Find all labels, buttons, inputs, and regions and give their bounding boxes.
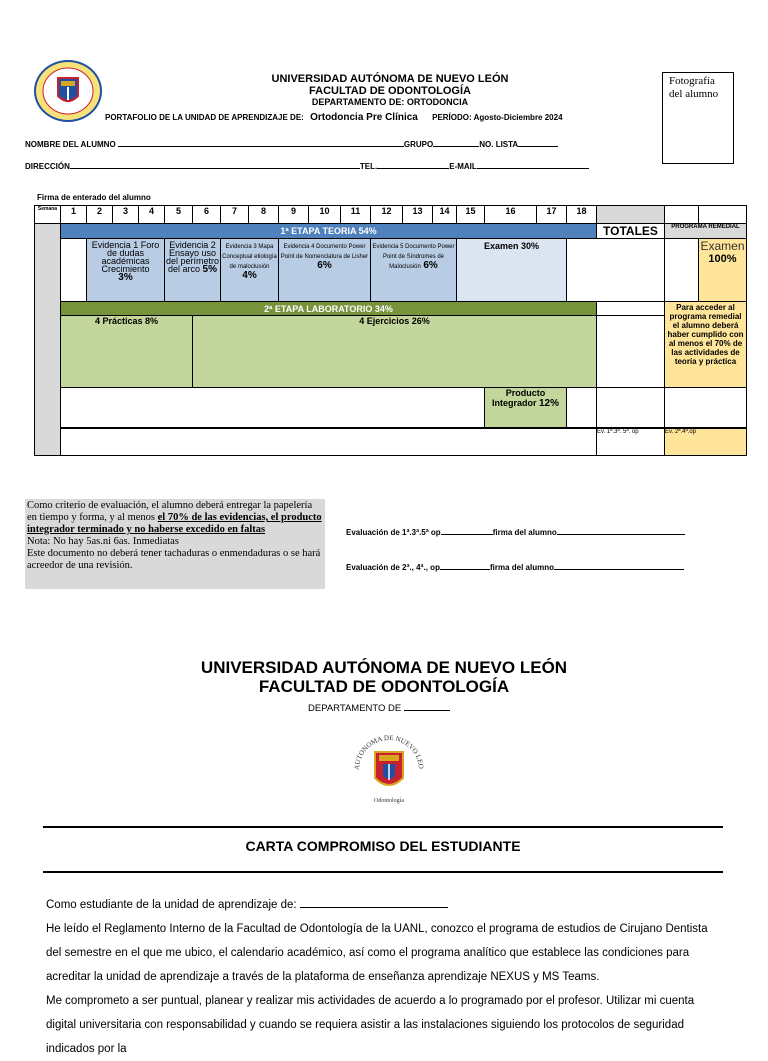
criteria-emph: el 70% de las evidencias, el producto integrador terminado y no haberse excedido en faltas: [27, 512, 322, 535]
week-18: 18: [567, 206, 597, 224]
divider-bottom: [43, 871, 723, 873]
student-name-field[interactable]: [118, 137, 404, 147]
eval2-field[interactable]: [440, 560, 490, 570]
practices-cell: 4 Prácticas 8%: [61, 316, 193, 388]
evidence-4-text: Evidencia 4 Documento Power Point de Nomenclatura de Lisher: [280, 244, 369, 260]
firma2-field[interactable]: [554, 560, 684, 570]
firma1-label: firma del alumno: [492, 528, 557, 537]
week-3: 3: [113, 206, 139, 224]
remedial-note: Para acceder al programa remedial el alumno deberá haber cumplido con al menos el 70% de las actividades de teoría y práctica: [665, 302, 747, 388]
week-6: 6: [193, 206, 221, 224]
remedial-exam-pct: 100%: [708, 253, 737, 265]
evidence-1: [87, 239, 165, 302]
criteria-box: [25, 499, 325, 589]
remedial-header: PROGRAMA REMEDIAL: [665, 224, 747, 239]
university-title: UNIVERSIDAD AUTÓNOMA DE NUEVO LEÓN: [271, 73, 509, 85]
week-16: 16: [485, 206, 537, 224]
week-4: 4: [139, 206, 165, 224]
evidence-1-text: Evidencia 1 Foro de dudas académicas Crecimiento: [91, 240, 160, 274]
carta-department: DEPARTAMENTO DE: [308, 703, 402, 714]
criteria-line1: Como criterio de evaluación, el alumno deberá entregar la papelería en tiempo y forma, y al menos: [27, 500, 313, 523]
carta-department-field[interactable]: [404, 702, 450, 711]
address-label: DIRECCIÓN: [25, 162, 70, 171]
evidence-2-pct: 5%: [202, 264, 217, 275]
department-title: DEPARTAMENTO DE: ORTODONCIA: [311, 97, 469, 107]
group-field[interactable]: [433, 137, 479, 147]
criteria-line3: Este documento no deberá tener tachaduras o enmendaduras o se hará acreedor de una revisión.: [27, 548, 321, 571]
week-14: 14: [433, 206, 457, 224]
signature-ack-label: Firma de enterado del alumno: [37, 193, 151, 202]
carta-unit-field[interactable]: [300, 897, 448, 908]
carta-faculty: FACULTAD DE ODONTOLOGÍA: [258, 677, 510, 696]
product-pct: 12%: [539, 398, 560, 409]
week-12: 12: [371, 206, 403, 224]
evaluation-grid: [34, 205, 747, 456]
evidence-5: [371, 239, 457, 302]
evidence-1-pct: 3%: [118, 272, 133, 283]
totals-header: TOTALES: [597, 224, 665, 239]
evidence-5-pct: 6%: [423, 260, 438, 271]
list-no-label: NO. LISTA: [479, 140, 519, 149]
firma1-field[interactable]: [557, 525, 685, 535]
carta-seal-logo: [345, 730, 433, 810]
evidence-3-text: Evidencia 3 Mapa Conceptual etiología de maloclusión: [222, 244, 277, 270]
tel-label: TEL.: [359, 162, 378, 171]
week-10: 10: [309, 206, 341, 224]
photo-box: [662, 72, 734, 164]
week-9: 9: [279, 206, 309, 224]
period-label: PERÍODO:: [432, 113, 472, 122]
week-1: 1: [61, 206, 87, 224]
exam-cell: Examen 30%: [457, 239, 567, 302]
tel-field[interactable]: [377, 159, 449, 169]
carta-title: CARTA COMPROMISO DEL ESTUDIANTE: [245, 838, 521, 854]
week-5: 5: [165, 206, 193, 224]
criteria-note: Nota: No hay 5as.ni 6as. Inmediatas: [27, 536, 179, 547]
week-2: 2: [87, 206, 113, 224]
group-label: GRUPO: [403, 140, 434, 149]
week-7: 7: [221, 206, 249, 224]
seal-icon: [36, 62, 100, 120]
week-label: Semana: [35, 206, 61, 224]
evidence-5-text: Evidencia 5 Documento Power Point de Síndromes de Maloclusión: [372, 244, 455, 270]
week-11: 11: [341, 206, 371, 224]
week-15: 15: [457, 206, 485, 224]
email-field[interactable]: [477, 159, 589, 169]
evidence-2-text: Evidencia 2 Ensayo uso del perímetro del arco: [165, 240, 220, 274]
student-name-label: NOMBRE DEL ALUMNO: [25, 140, 116, 149]
stage1-header: 1ª ETAPA TEORIA 54%: [61, 224, 597, 239]
seal-bottom-text: Odontología: [374, 798, 404, 804]
carta-intro: Como estudiante de la unidad de aprendizaje de:: [46, 899, 297, 911]
divider-top: [43, 826, 723, 828]
product-cell: [485, 388, 567, 428]
week-17: 17: [537, 206, 567, 224]
stage2-header: 2ª ETAPA LABORATORIO 34%: [61, 302, 597, 316]
exercises-cell: 4 Ejercicios 26%: [193, 316, 597, 388]
evidence-4-pct: 6%: [317, 260, 332, 271]
eval2-label: Evaluación de 2ª., 4ª., op: [346, 563, 440, 572]
product-label: Producto Integrador: [491, 388, 546, 408]
evidence-4: [279, 239, 371, 302]
carta-paragraph-2: Me comprometo a ser puntual, planear y realizar mis actividades de acuerdo a lo programado por el profesor. Utilizar mi cuenta digital universitaria con responsabilidad y cuando se requiera asistir a las instalaciones siguiendo los protocolos de seguridad indicados por la: [46, 995, 695, 1055]
firma2-label: firma del alumno: [489, 563, 554, 572]
period-value: Agosto-Diciembre 2024: [473, 113, 563, 122]
remedial-exam: [699, 239, 747, 302]
evidence-3-pct: 4%: [242, 270, 257, 281]
portfolio-label: PORTAFOLIO DE LA UNIDAD DE APRENDIZAJE DE:: [105, 113, 304, 122]
email-label: E-MAIL: [449, 162, 477, 171]
portfolio-value: Ortodoncia Pre Clínica: [310, 112, 418, 123]
ev-24-cell: Ev. 2ª.4ª.op: [665, 428, 747, 456]
faculty-title: FACULTAD DE ODONTOLOGÍA: [309, 85, 471, 97]
eval1-field[interactable]: [441, 525, 493, 535]
week-8: 8: [249, 206, 279, 224]
faculty-seal-logo: [34, 60, 102, 122]
photo-box-label: Fotografía del alumno: [669, 75, 719, 100]
eval1-label: Evaluación de 1ª.3ª.5ª op: [346, 528, 441, 537]
week-13: 13: [403, 206, 433, 224]
list-no-field[interactable]: [518, 137, 558, 147]
address-field[interactable]: [70, 159, 360, 169]
uanl-seal-icon: [345, 730, 433, 810]
ev-135-cell: Ev. 1ª.3ª. 5ª. op: [597, 428, 665, 456]
carta-paragraph-1: He leído el Reglamento Interno de la Facultad de Odontología de la UANL, conozco el programa de estudios de Cirujano Dentista del semestre en el que me ubico, el calendario académico, así como el programa analítico que establece las condiciones para acreditar la unidad de aprendizaje a través de la plataforma de enseñanza aprendizaje NEXUS y MS Teams.: [46, 923, 708, 983]
seal-ring-text: AUTONOMA DE NUEVO LEO: [352, 733, 426, 771]
carta-university: UNIVERSIDAD AUTÓNOMA DE NUEVO LEÓN: [200, 658, 568, 677]
evidence-3: [221, 239, 279, 302]
evidence-2: [165, 239, 221, 302]
remedial-exam-label: Examen: [700, 239, 745, 253]
